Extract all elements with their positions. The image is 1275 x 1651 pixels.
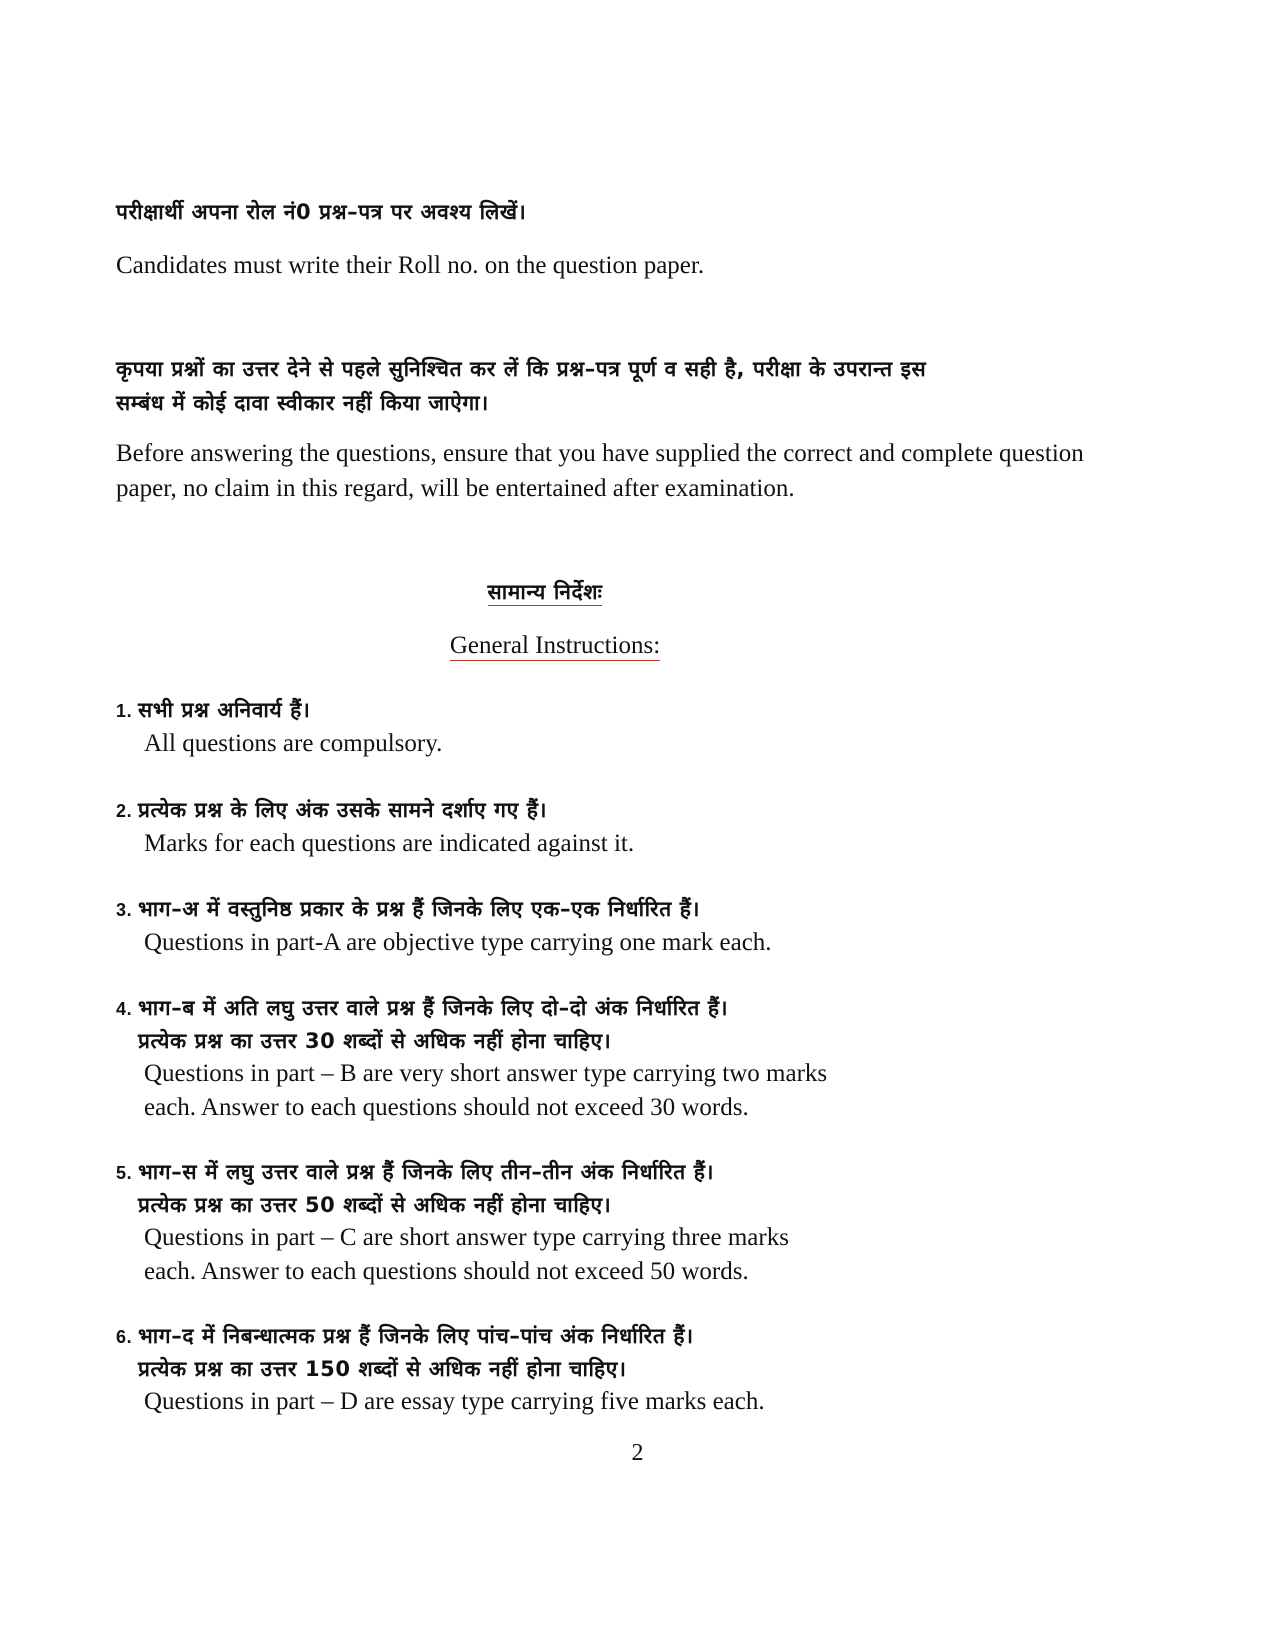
- instruction-hindi: 1. सभी प्रश्न अनिवार्य हैं।: [116, 694, 1116, 727]
- instruction-item: [116, 794, 1116, 861]
- instruction-hindi-continued: प्रत्येक प्रश्न का उत्तर 150 शब्दों से अधिक नहीं होना चाहिए।: [138, 1357, 627, 1381]
- instruction-hindi: 4. भाग–ब में अति लघु उत्तर वाले प्रश्न हैं जिनके लिए दो–दो अंक निर्धारित हैं।: [116, 992, 1116, 1025]
- title-english-text: General Instructions:: [449, 632, 661, 659]
- check-note-hindi-line2: सम्बंध में कोई दावा स्वीकार नहीं किया जाऐगा।: [116, 391, 489, 415]
- instruction-hindi: 2. प्रत्येक प्रश्न के लिए अंक उसके सामने दर्शाए गए हैं।: [116, 794, 1116, 827]
- general-instructions-title-hindi: [0, 576, 1090, 608]
- instruction-hindi-continued: प्रत्येक प्रश्न का उत्तर 30 शब्दों से अधिक नहीं होना चाहिए।: [138, 1029, 612, 1053]
- instruction-item: [116, 992, 1116, 1125]
- check-note-hindi-line1: कृपया प्रश्नों का उत्तर देने से पहले सुनिश्चित कर लें कि प्रश्न–पत्र पूर्ण व सही है, परीक्षा के उपरान्त इस: [116, 357, 927, 381]
- instruction-english-continued: each. Answer to each questions should not exceed 30 words.: [144, 1094, 749, 1121]
- instruction-hindi: 6. भाग–द में निबन्धात्मक प्रश्न हैं जिनके लिए पांच–पांच अंक निर्धारित हैं।: [116, 1320, 1116, 1353]
- instruction-english-continued: each. Answer to each questions should not exceed 50 words.: [144, 1258, 749, 1285]
- title-hindi-text: सामान्य निर्देशः: [487, 580, 603, 604]
- roll-note-english: Candidates must write their Roll no. on the question paper.: [116, 252, 705, 279]
- roll-note-hindi: परीक्षार्थी अपना रोल नं0 प्रश्न–पत्र पर अवश्य लिखें।: [116, 200, 527, 224]
- instruction-number: 2.: [116, 801, 133, 821]
- instruction-item: [116, 694, 1116, 761]
- instruction-english: Marks for each questions are indicated against it.: [144, 830, 635, 857]
- check-note-english-line1: Before answering the questions, ensure that you have supplied the correct and complete question: [116, 440, 1084, 467]
- instruction-item: [116, 893, 1116, 960]
- instruction-hindi-continued: प्रत्येक प्रश्न का उत्तर 50 शब्दों से अधिक नहीं होना चाहिए।: [138, 1193, 612, 1217]
- instruction-number: 1.: [116, 701, 133, 721]
- instruction-number: 6.: [116, 1327, 133, 1347]
- instruction-hindi: 3. भाग–अ में वस्तुनिष्ठ प्रकार के प्रश्न हैं जिनके लिए एक–एक निर्धारित हैं।: [116, 893, 1116, 926]
- instruction-english: Questions in part – C are short answer type carrying three marks: [144, 1224, 789, 1251]
- page-number: 2: [631, 1440, 644, 1466]
- general-instructions-title-english: [10, 628, 1100, 664]
- instruction-number: 4.: [116, 999, 133, 1019]
- instruction-item: [116, 1320, 1116, 1419]
- instruction-english: Questions in part-A are objective type carrying one mark each.: [144, 929, 772, 956]
- instruction-number: 3.: [116, 900, 133, 920]
- instruction-hindi: 5. भाग–स में लघु उत्तर वाले प्रश्न हैं जिनके लिए तीन–तीन अंक निर्धारित हैं।: [116, 1156, 1116, 1189]
- instruction-number: 5.: [116, 1163, 133, 1183]
- instruction-english: Questions in part – D are essay type carrying five marks each.: [144, 1388, 765, 1415]
- instruction-english: All questions are compulsory.: [144, 730, 443, 757]
- instruction-english: Questions in part – B are very short answer type carrying two marks: [144, 1060, 828, 1087]
- check-note-english-line2: paper, no claim in this regard, will be entertained after examination.: [116, 475, 795, 502]
- instruction-item: [116, 1156, 1116, 1289]
